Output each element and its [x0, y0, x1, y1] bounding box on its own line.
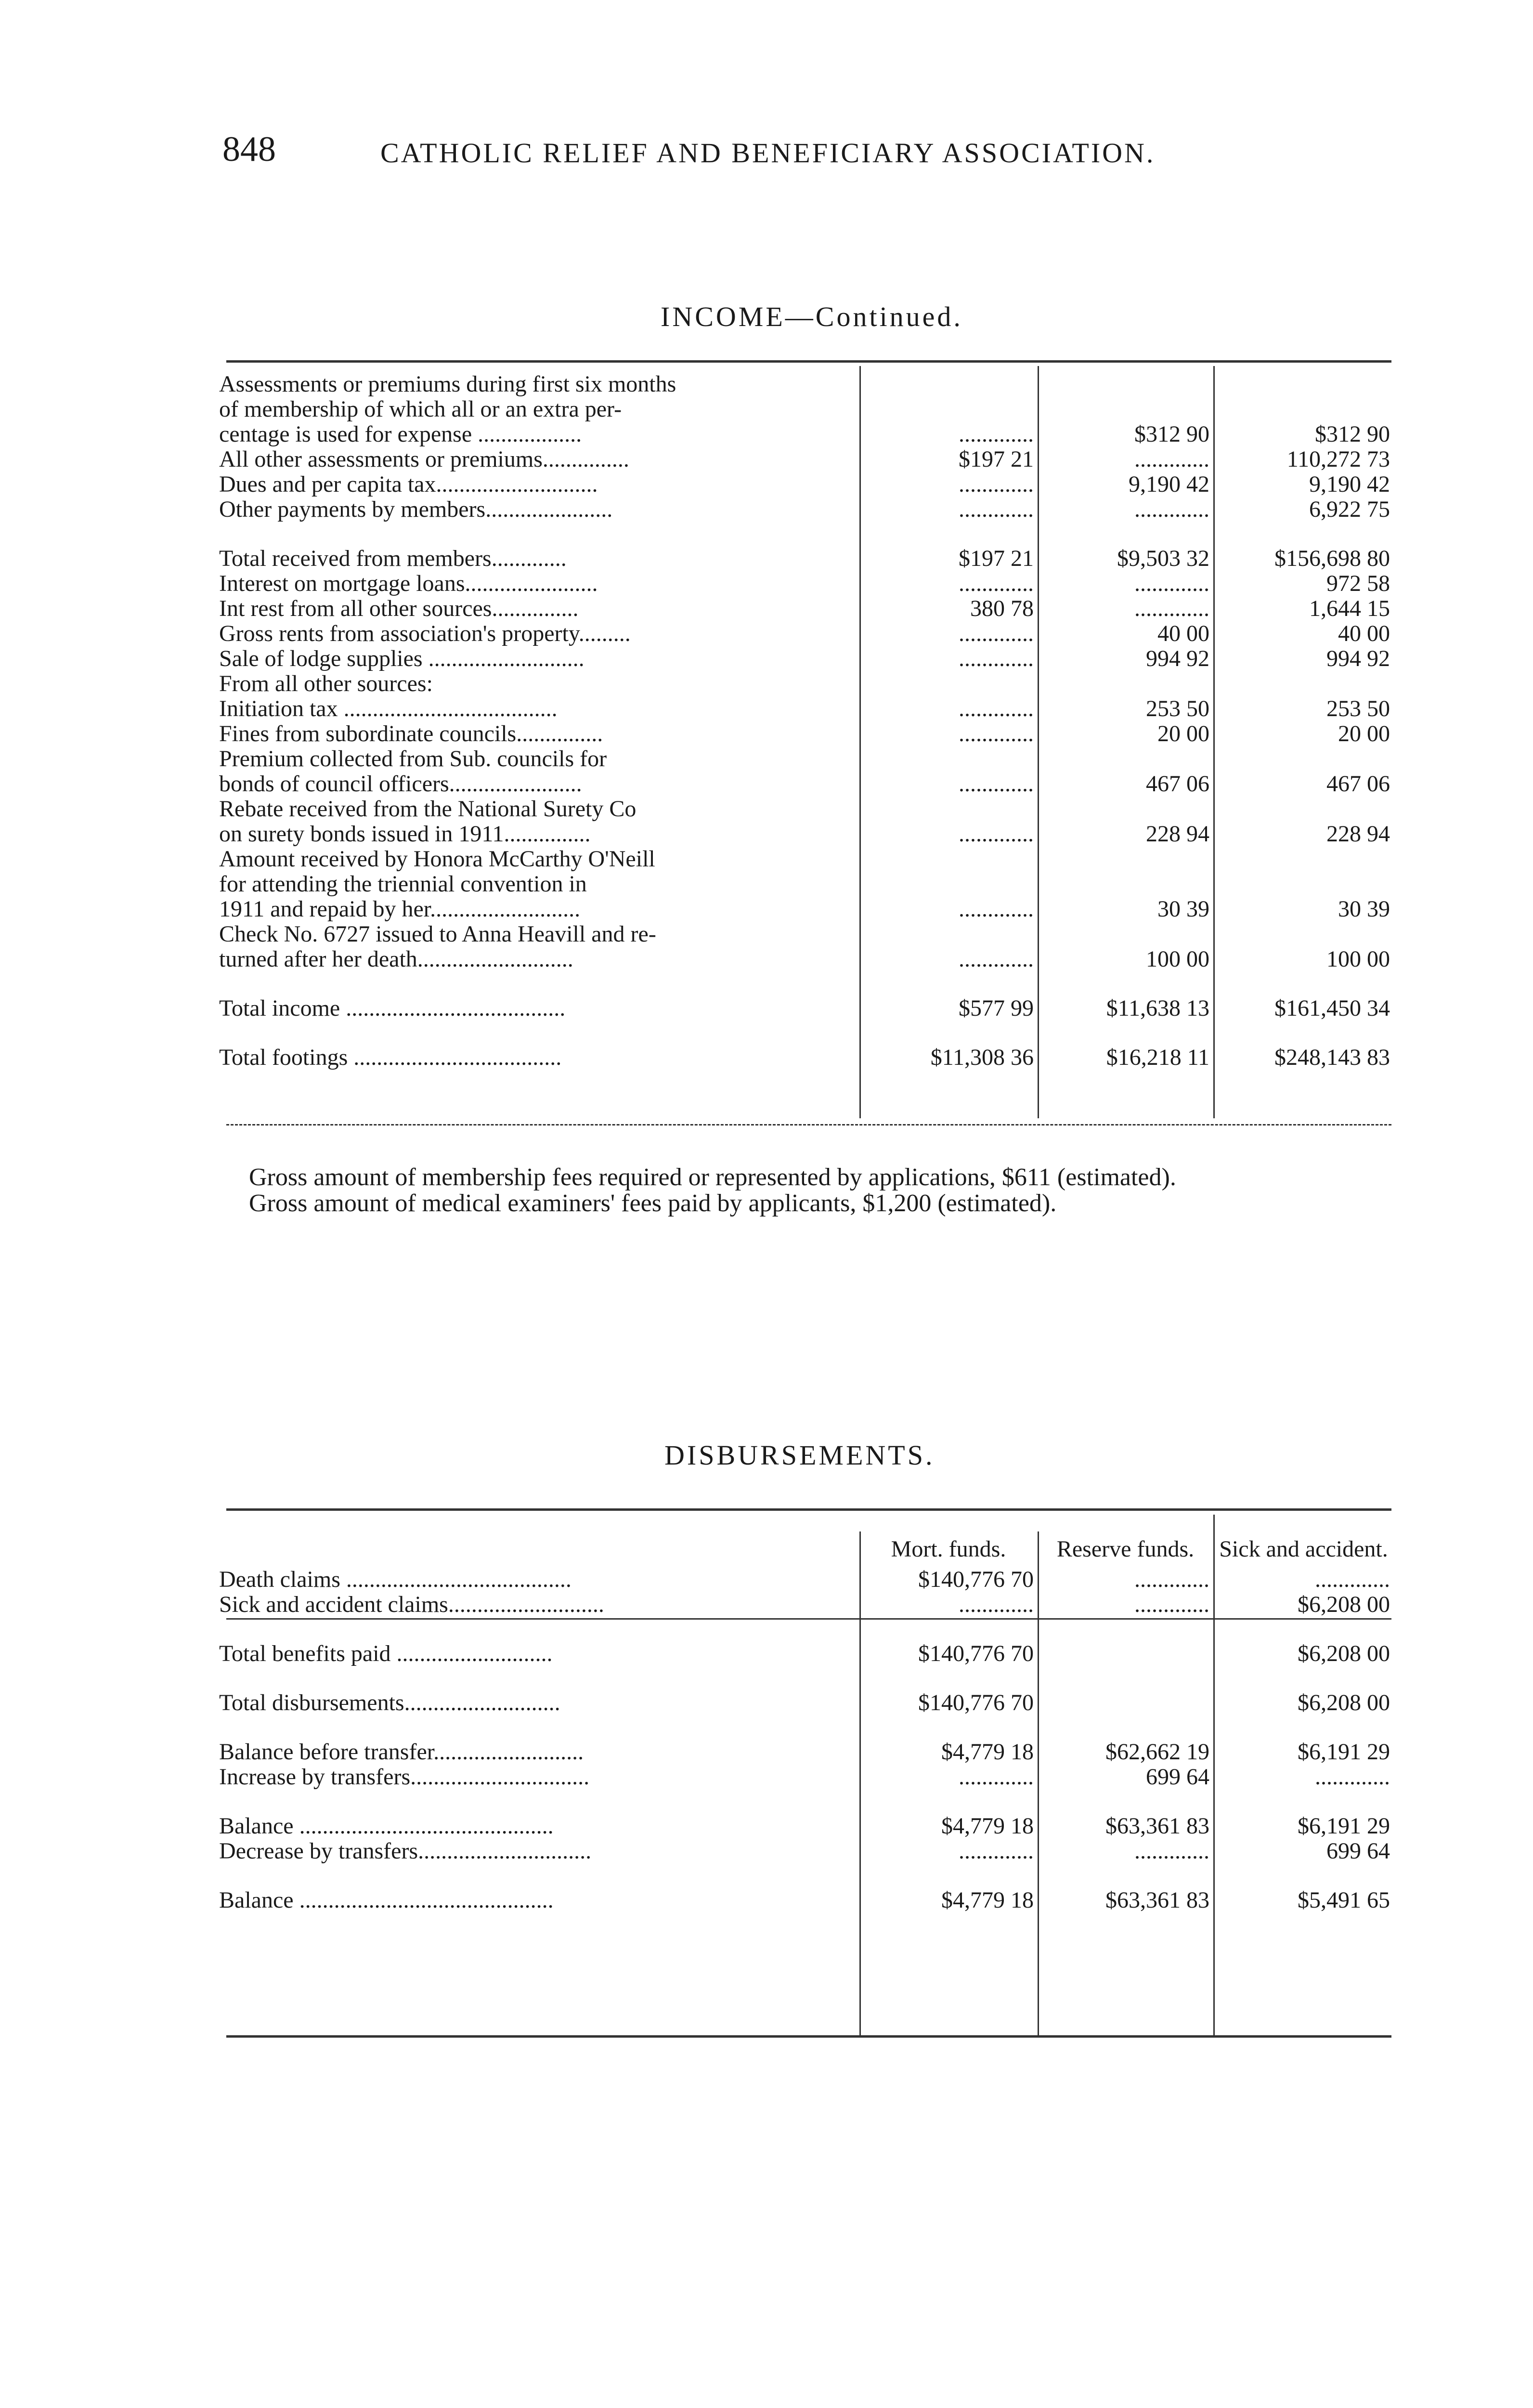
- spacer-cell: [219, 1617, 1394, 1641]
- fee-notes: [222, 1165, 1388, 1217]
- first-column-value: .............: [959, 696, 1034, 721]
- row-label: centage is used for expense ..................: [219, 422, 582, 447]
- income-table-body: [219, 372, 1394, 1070]
- third-column-value: 972 58: [1326, 571, 1390, 596]
- table-row: [219, 472, 1394, 497]
- second-column-value: 30 39: [1157, 897, 1209, 922]
- first-column-value: $140,776 70: [918, 1690, 1034, 1715]
- spacer-row: [219, 1021, 1394, 1045]
- column-header-reserve-funds: Reserve funds.: [1056, 1536, 1195, 1562]
- row-label: Total income ......................................: [219, 996, 566, 1021]
- table-row: [219, 746, 1394, 772]
- third-column-value: [1213, 922, 1394, 947]
- spacer-cell: [219, 972, 1394, 996]
- row-label: of membership of which all or an extra per-: [219, 397, 622, 422]
- row-label: Total disbursements...........................: [219, 1690, 560, 1715]
- second-column-value: 994 92: [1146, 646, 1209, 671]
- table-row: [219, 847, 1394, 872]
- row-label: Dues and per capita tax............................: [219, 472, 598, 497]
- second-column-value: [1038, 797, 1213, 822]
- table-row: [219, 922, 1394, 947]
- row-label: Decrease by transfers..............................: [219, 1839, 592, 1864]
- table-row: [219, 1690, 1394, 1715]
- row-label: All other assessments or premiums...............: [219, 447, 629, 472]
- row-label: Sick and accident claims...........................: [219, 1592, 604, 1617]
- table-row: [219, 1567, 1394, 1592]
- second-column-value: .............: [1134, 596, 1209, 621]
- second-column-value: 253 50: [1146, 696, 1209, 721]
- spacer-row: [219, 522, 1394, 546]
- second-column-value: 467 06: [1146, 772, 1209, 797]
- third-column-value: 30 39: [1338, 897, 1390, 922]
- table-row: [219, 646, 1394, 671]
- second-column-value: 9,190 42: [1129, 472, 1209, 497]
- second-column-value: $312 90: [1134, 422, 1209, 447]
- running-title: CATHOLIC RELIEF AND BENEFICIARY ASSOCIATION.: [380, 137, 1156, 169]
- first-column-value: [859, 746, 1038, 772]
- table-row: [219, 996, 1394, 1021]
- first-column-value: .............: [959, 571, 1034, 596]
- row-label: Assessments or premiums during first six months: [219, 372, 676, 397]
- table-row: [219, 422, 1394, 447]
- spacer-row: [219, 1617, 1394, 1641]
- spacer-row: [219, 1864, 1394, 1888]
- medical-fees-note: Gross amount of medical examiners' fees paid by applicants, $1,200 (estimated).: [249, 1190, 1057, 1217]
- spacer-cell: [219, 1790, 1394, 1814]
- second-column-value: .............: [1134, 497, 1209, 522]
- third-column-value: 20 00: [1338, 721, 1390, 746]
- second-column-value: [1038, 1641, 1213, 1666]
- first-column-value: 380 78: [970, 596, 1034, 621]
- row-label: Total footings ....................................: [219, 1045, 562, 1070]
- membership-fees-note: Gross amount of membership fees required or represented by applications, $611 (estimated).: [249, 1164, 1176, 1191]
- income-bottom-rule: [226, 1124, 1391, 1125]
- second-column-value: .............: [1134, 447, 1209, 472]
- first-column-value: .............: [959, 947, 1034, 972]
- second-column-value: [1038, 1690, 1213, 1715]
- income-section-title: INCOME—Continued.: [661, 301, 963, 332]
- table-row: [219, 596, 1394, 621]
- second-column-value: $9,503 32: [1117, 546, 1209, 571]
- second-column-value: 100 00: [1146, 947, 1209, 972]
- row-label: Increase by transfers...............................: [219, 1765, 590, 1790]
- first-column-value: .............: [959, 772, 1034, 797]
- third-column-value: $161,450 34: [1274, 996, 1390, 1021]
- page-number: 848: [222, 130, 276, 169]
- third-column-value: 699 64: [1326, 1839, 1390, 1864]
- first-column-value: [859, 847, 1038, 872]
- second-column-value: $63,361 83: [1105, 1814, 1209, 1839]
- row-label: Total benefits paid ...........................: [219, 1641, 553, 1666]
- table-row: [219, 372, 1394, 397]
- third-column-value: .............: [1315, 1765, 1390, 1790]
- table-row: [219, 1592, 1394, 1617]
- third-column-value: 100 00: [1326, 947, 1390, 972]
- third-column-value: 994 92: [1326, 646, 1390, 671]
- row-label: turned after her death...........................: [219, 947, 573, 972]
- first-column-value: $140,776 70: [918, 1641, 1034, 1666]
- disbursements-top-rule: [226, 1508, 1391, 1511]
- table-row: [219, 822, 1394, 847]
- third-column-value: 40 00: [1338, 621, 1390, 646]
- row-label: Gross rents from association's property.........: [219, 621, 631, 646]
- third-column-value: $6,191 29: [1298, 1740, 1390, 1765]
- table-row: [219, 546, 1394, 571]
- table-row: [219, 447, 1394, 472]
- third-column-value: 110,272 73: [1286, 447, 1390, 472]
- row-label: Balance ............................................: [219, 1814, 554, 1839]
- table-row: [219, 872, 1394, 897]
- row-label: Initiation tax .....................................: [219, 696, 558, 721]
- table-row: [219, 1814, 1394, 1839]
- first-column-value: .............: [959, 822, 1034, 847]
- table-row: [219, 1740, 1394, 1765]
- third-column-value: 467 06: [1326, 772, 1390, 797]
- first-column-value: .............: [959, 497, 1034, 522]
- second-column-value: [1038, 671, 1213, 696]
- spacer-row: [219, 1790, 1394, 1814]
- second-column-value: 40 00: [1157, 621, 1209, 646]
- first-column-value: $577 99: [959, 996, 1034, 1021]
- second-column-value: [1038, 922, 1213, 947]
- second-column-value: 699 64: [1146, 1765, 1209, 1790]
- row-label: for attending the triennial convention in: [219, 872, 587, 897]
- third-column-value: 6,922 75: [1309, 497, 1390, 522]
- row-label: Fines from subordinate councils...............: [219, 721, 603, 746]
- first-column-value: $4,779 18: [941, 1814, 1034, 1839]
- table-row: [219, 671, 1394, 696]
- disbursements-section-title: DISBURSEMENTS.: [664, 1440, 935, 1471]
- third-column-value: [1213, 847, 1394, 872]
- row-label: Balance before transfer..........................: [219, 1740, 584, 1765]
- second-column-value: .............: [1134, 1592, 1209, 1617]
- third-column-value: 9,190 42: [1309, 472, 1390, 497]
- third-column-value: $5,491 65: [1298, 1888, 1390, 1913]
- third-column-value: .............: [1315, 1567, 1390, 1592]
- first-column-value: .............: [959, 472, 1034, 497]
- table-row: [219, 696, 1394, 721]
- row-label: Other payments by members......................: [219, 497, 613, 522]
- row-label: bonds of council officers.......................: [219, 772, 582, 797]
- third-column-value: $6,208 00: [1298, 1592, 1390, 1617]
- income-table: [219, 372, 1394, 1070]
- spacer-cell: [219, 1666, 1394, 1690]
- third-column-value: $156,698 80: [1274, 546, 1390, 571]
- second-column-value: .............: [1134, 1567, 1209, 1592]
- spacer-row: [219, 1666, 1394, 1690]
- first-column-value: .............: [959, 1592, 1034, 1617]
- first-column-value: [859, 397, 1038, 422]
- first-column-value: $197 21: [959, 546, 1034, 571]
- second-column-value: [1038, 746, 1213, 772]
- second-column-value: 20 00: [1157, 721, 1209, 746]
- row-label: From all other sources:: [219, 671, 433, 696]
- disbursements-bottom-rule: [226, 2035, 1391, 2038]
- table-row: [219, 797, 1394, 822]
- second-column-value: 228 94: [1146, 822, 1209, 847]
- disbursements-table: [219, 1517, 1394, 1913]
- table-row: [219, 397, 1394, 422]
- header-blank: [219, 1517, 859, 1567]
- spacer-row: [219, 972, 1394, 996]
- third-column-value: $6,191 29: [1298, 1814, 1390, 1839]
- second-column-value: [1038, 847, 1213, 872]
- second-column-value: .............: [1134, 1839, 1209, 1864]
- third-column-value: [1213, 872, 1394, 897]
- row-label: Amount received by Honora McCarthy O'Neill: [219, 847, 655, 872]
- table-row: [219, 621, 1394, 646]
- row-label: Death claims .......................................: [219, 1567, 572, 1592]
- third-column-value: [1213, 797, 1394, 822]
- second-column-value: [1038, 372, 1213, 397]
- third-column-value: 253 50: [1326, 696, 1390, 721]
- table-row: [219, 772, 1394, 797]
- first-column-value: .............: [959, 721, 1034, 746]
- row-label: Total received from members.............: [219, 546, 567, 571]
- row-label: Check No. 6727 issued to Anna Heavill and re-: [219, 922, 656, 947]
- spacer-row: [219, 1715, 1394, 1740]
- first-column-value: $140,776 70: [918, 1567, 1034, 1592]
- row-label: on surety bonds issued in 1911...............: [219, 822, 591, 847]
- spacer-cell: [219, 1715, 1394, 1740]
- disbursements-header-rule: [226, 1618, 1391, 1620]
- row-label: Sale of lodge supplies ...........................: [219, 646, 585, 671]
- row-label: Int rest from all other sources...............: [219, 596, 579, 621]
- third-column-value: 228 94: [1326, 822, 1390, 847]
- row-label: Interest on mortgage loans.......................: [219, 571, 598, 596]
- third-column-value: [1213, 671, 1394, 696]
- table-row: [219, 1888, 1394, 1913]
- row-label: Premium collected from Sub. councils for: [219, 746, 607, 772]
- row-label: 1911 and repaid by her..........................: [219, 897, 581, 922]
- table-row: [219, 1641, 1394, 1666]
- table-row: [219, 897, 1394, 922]
- first-column-value: .............: [959, 1839, 1034, 1864]
- table-row: [219, 571, 1394, 596]
- first-column-value: [859, 922, 1038, 947]
- table-row: [219, 497, 1394, 522]
- second-column-value: [1038, 397, 1213, 422]
- disbursements-header-row: [219, 1517, 1394, 1567]
- first-column-value: [859, 797, 1038, 822]
- second-column-value: $16,218 11: [1106, 1045, 1209, 1070]
- third-column-value: $248,143 83: [1274, 1045, 1390, 1070]
- first-column-value: [859, 372, 1038, 397]
- second-column-value: .............: [1134, 571, 1209, 596]
- first-column-value: .............: [959, 422, 1034, 447]
- third-column-value: $6,208 00: [1298, 1641, 1390, 1666]
- first-column-value: $4,779 18: [941, 1740, 1034, 1765]
- third-column-value: 1,644 15: [1309, 596, 1390, 621]
- row-label: Balance ............................................: [219, 1888, 554, 1913]
- second-column-value: $11,638 13: [1106, 996, 1209, 1021]
- first-column-value: [859, 872, 1038, 897]
- table-row: [219, 1045, 1394, 1070]
- first-column-value: $11,308 36: [930, 1045, 1034, 1070]
- first-column-value: .............: [959, 1765, 1034, 1790]
- income-top-rule: [226, 360, 1391, 363]
- column-header-sick-accident: Sick and accident.: [1219, 1536, 1388, 1562]
- second-column-value: $62,662 19: [1105, 1740, 1209, 1765]
- first-column-value: .............: [959, 897, 1034, 922]
- table-row: [219, 947, 1394, 972]
- first-column-value: $197 21: [959, 447, 1034, 472]
- second-column-value: [1038, 872, 1213, 897]
- spacer-cell: [219, 522, 1394, 546]
- first-column-value: [859, 671, 1038, 696]
- first-column-value: .............: [959, 646, 1034, 671]
- second-column-value: $63,361 83: [1105, 1888, 1209, 1913]
- third-column-value: [1213, 372, 1394, 397]
- spacer-cell: [219, 1021, 1394, 1045]
- column-header-mort-funds: Mort. funds.: [891, 1536, 1006, 1562]
- table-row: [219, 721, 1394, 746]
- row-label: Rebate received from the National Surety Co: [219, 797, 637, 822]
- third-column-value: [1213, 397, 1394, 422]
- table-row: [219, 1839, 1394, 1864]
- spacer-cell: [219, 1864, 1394, 1888]
- first-column-value: $4,779 18: [941, 1888, 1034, 1913]
- third-column-value: [1213, 746, 1394, 772]
- third-column-value: $6,208 00: [1298, 1690, 1390, 1715]
- table-row: [219, 1765, 1394, 1790]
- first-column-value: .............: [959, 621, 1034, 646]
- third-column-value: $312 90: [1315, 422, 1390, 447]
